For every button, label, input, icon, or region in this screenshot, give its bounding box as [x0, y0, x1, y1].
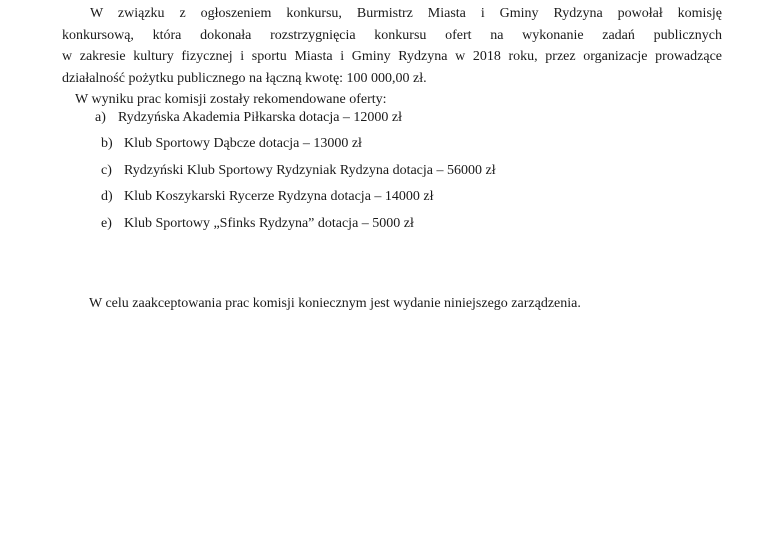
offer-text: Klub Sportowy Dąbcze dotacja – 13000 zł [124, 136, 362, 151]
offer-text: Klub Sportowy „Sfinks Rydzyna” dotacja – 5000 zł [124, 216, 414, 231]
list-marker: c) [101, 163, 112, 178]
list-item [95, 110, 402, 126]
closing-sentence: W celu zaakceptowania prac komisji koniecznym jest wydanie niniejszego zarządzenia. [89, 296, 581, 311]
recommendation-intro: W wyniku prac komisji zostały rekomendowane oferty: [75, 92, 387, 107]
paragraph-line: konkursową, która dokonała rozstrzygnięcia konkursu ofert na wykonanie zadań publicznych [62, 27, 722, 43]
list-marker: e) [101, 216, 112, 231]
list-marker: d) [101, 189, 113, 204]
offer-text: Rydzyńska Akademia Piłkarska dotacja – 12000 zł [118, 110, 403, 125]
paragraph-line: W związku z ogłoszeniem konkursu, Burmistrz Miasta i Gminy Rydzyna powołał komisję [90, 6, 722, 21]
list-marker: a) [95, 110, 106, 125]
list-item [101, 189, 434, 205]
list-item [101, 163, 496, 179]
offer-text: Rydzyński Klub Sportowy Rydzyniak Rydzyna dotacja – 56000 zł [124, 163, 496, 178]
justification-paragraph [62, 3, 722, 89]
list-marker: b) [101, 136, 113, 151]
paragraph-line: działalność pożytku publicznego na łączną kwotę: 100 000,00 zł. [62, 70, 427, 86]
offer-text: Klub Koszykarski Rycerze Rydzyna dotacja – 14000 zł [124, 189, 434, 204]
paragraph-line: w zakresie kultury fizycznej i sportu Miasta i Gminy Rydzyna w 2018 roku, przez organizacje prowadzące [62, 49, 722, 64]
list-item [101, 136, 362, 152]
list-item [101, 216, 414, 232]
